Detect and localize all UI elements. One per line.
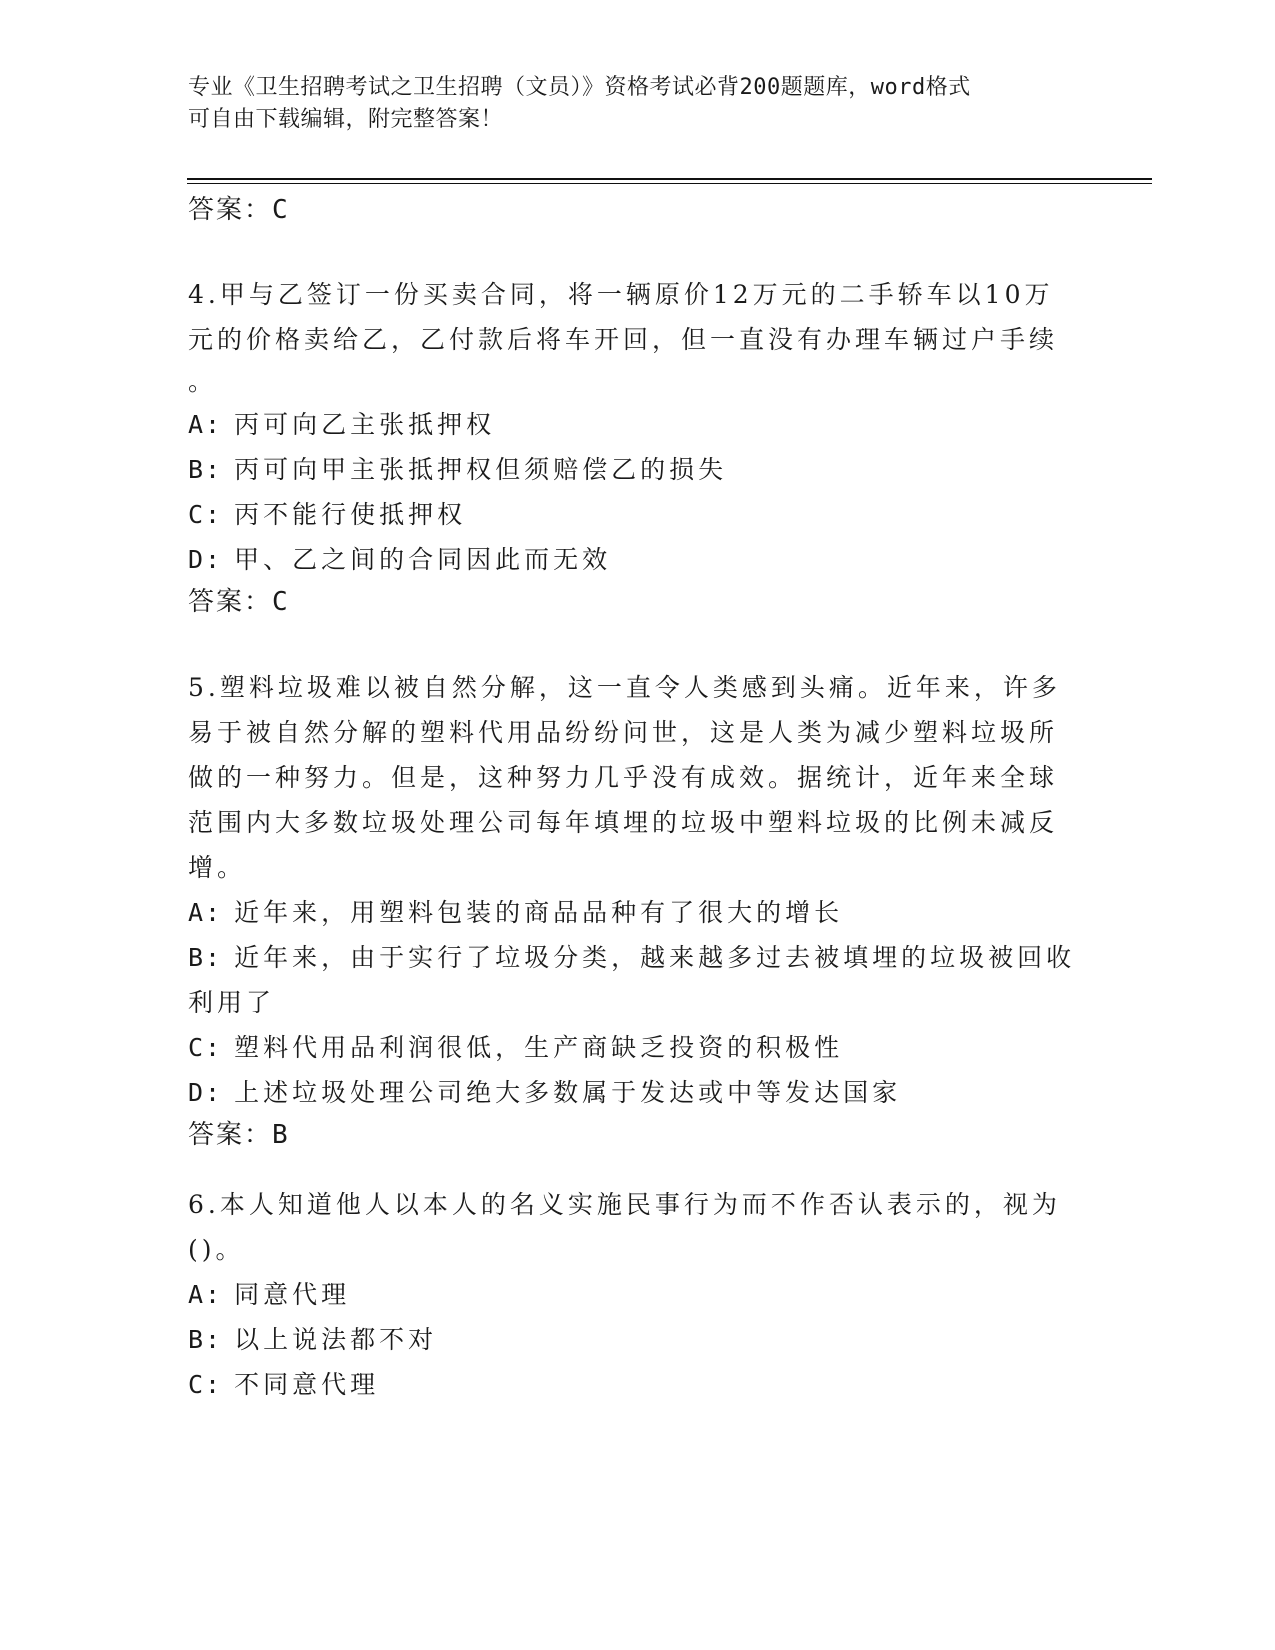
header-line-1: 专业《卫生招聘考试之卫生招聘（文员）》资格考试必背200题题库，word格式 [188,75,971,100]
option-text: 近年来，由于实行了垃圾分类，越来越多过去被填埋的垃圾被回收 [234,943,1076,972]
question-6 [188,1182,1088,1407]
previous-answer-block [188,190,1088,230]
question-5 [188,665,1088,1155]
option-letter: D: [188,545,223,574]
header-line-2: 可自由下载编辑，附完整答案！ [188,107,504,132]
question-text-line: 4.甲与乙签订一份买卖合同，将一辆原价12万元的二手轿车以10万 [188,280,1054,309]
option-text: 不同意代理 [234,1370,380,1399]
option-text: 以上说法都不对 [234,1325,438,1354]
answer-label: 答案： [188,1120,273,1150]
question-text-line: 做的一种努力。但是，这种努力几乎没有成效。据统计，近年来全球 [188,763,1059,792]
option-letter: B: [188,1325,223,1354]
option-text: 甲、乙之间的合同因此而无效 [234,545,612,574]
document-header [188,72,1068,136]
answer-label: 答案： [188,587,273,617]
option-text: 上述垃圾处理公司绝大多数属于发达或中等发达国家 [234,1078,902,1107]
question-text-line: 。 [188,367,218,396]
option-letter: A: [188,1280,223,1309]
question-text-line: 易于被自然分解的塑料代用品纷纷问世，这是人类为减少塑料垃圾所 [188,718,1059,747]
question-4 [188,272,1088,622]
question-text-line: 增。 [188,853,247,882]
option-c [188,1362,1088,1407]
option-a [188,1272,1088,1317]
option-text: 丙可向甲主张抵押权但须赔偿乙的损失 [234,455,728,484]
option-d [188,537,1088,582]
option-text: 塑料代用品利润很低，生产商缺乏投资的积极性 [234,1033,844,1062]
option-letter: A: [188,410,223,439]
option-b-continuation: 利用了 [188,988,276,1017]
option-b [188,935,1088,980]
option-a [188,890,1088,935]
option-d [188,1070,1088,1115]
answer-value: B [272,1120,290,1150]
option-a [188,402,1088,447]
option-letter: B: [188,455,223,484]
option-b [188,447,1088,492]
option-text: 丙可向乙主张抵押权 [234,410,496,439]
option-letter: C: [188,1033,223,1062]
answer-value: C [272,195,290,225]
option-text: 同意代理 [234,1280,351,1309]
answer-line [188,190,1088,230]
option-letter: D: [188,1078,223,1107]
option-letter: B: [188,943,223,972]
answer-value: C [272,587,290,617]
option-letter: A: [188,898,223,927]
option-c [188,1025,1088,1070]
option-letter: C: [188,500,223,529]
option-c [188,492,1088,537]
question-text-line: 元的价格卖给乙，乙付款后将车开回，但一直没有办理车辆过户手续 [188,325,1059,354]
answer-line [188,1115,1088,1155]
question-text-line: ()。 [188,1235,245,1264]
question-text-line: 6.本人知道他人以本人的名义实施民事行为而不作否认表示的，视为 [188,1190,1061,1219]
option-b [188,1317,1088,1362]
header-divider [187,178,1152,184]
option-letter: C: [188,1370,223,1399]
option-text: 近年来，用塑料包装的商品品种有了很大的增长 [234,898,844,927]
question-text-line: 5.塑料垃圾难以被自然分解，这一直令人类感到头痛。近年来，许多 [188,673,1061,702]
answer-line [188,582,1088,622]
answer-label: 答案： [188,195,273,225]
option-text: 丙不能行使抵押权 [234,500,467,529]
question-text-line: 范围内大多数垃圾处理公司每年填埋的垃圾中塑料垃圾的比例未减反 [188,808,1059,837]
